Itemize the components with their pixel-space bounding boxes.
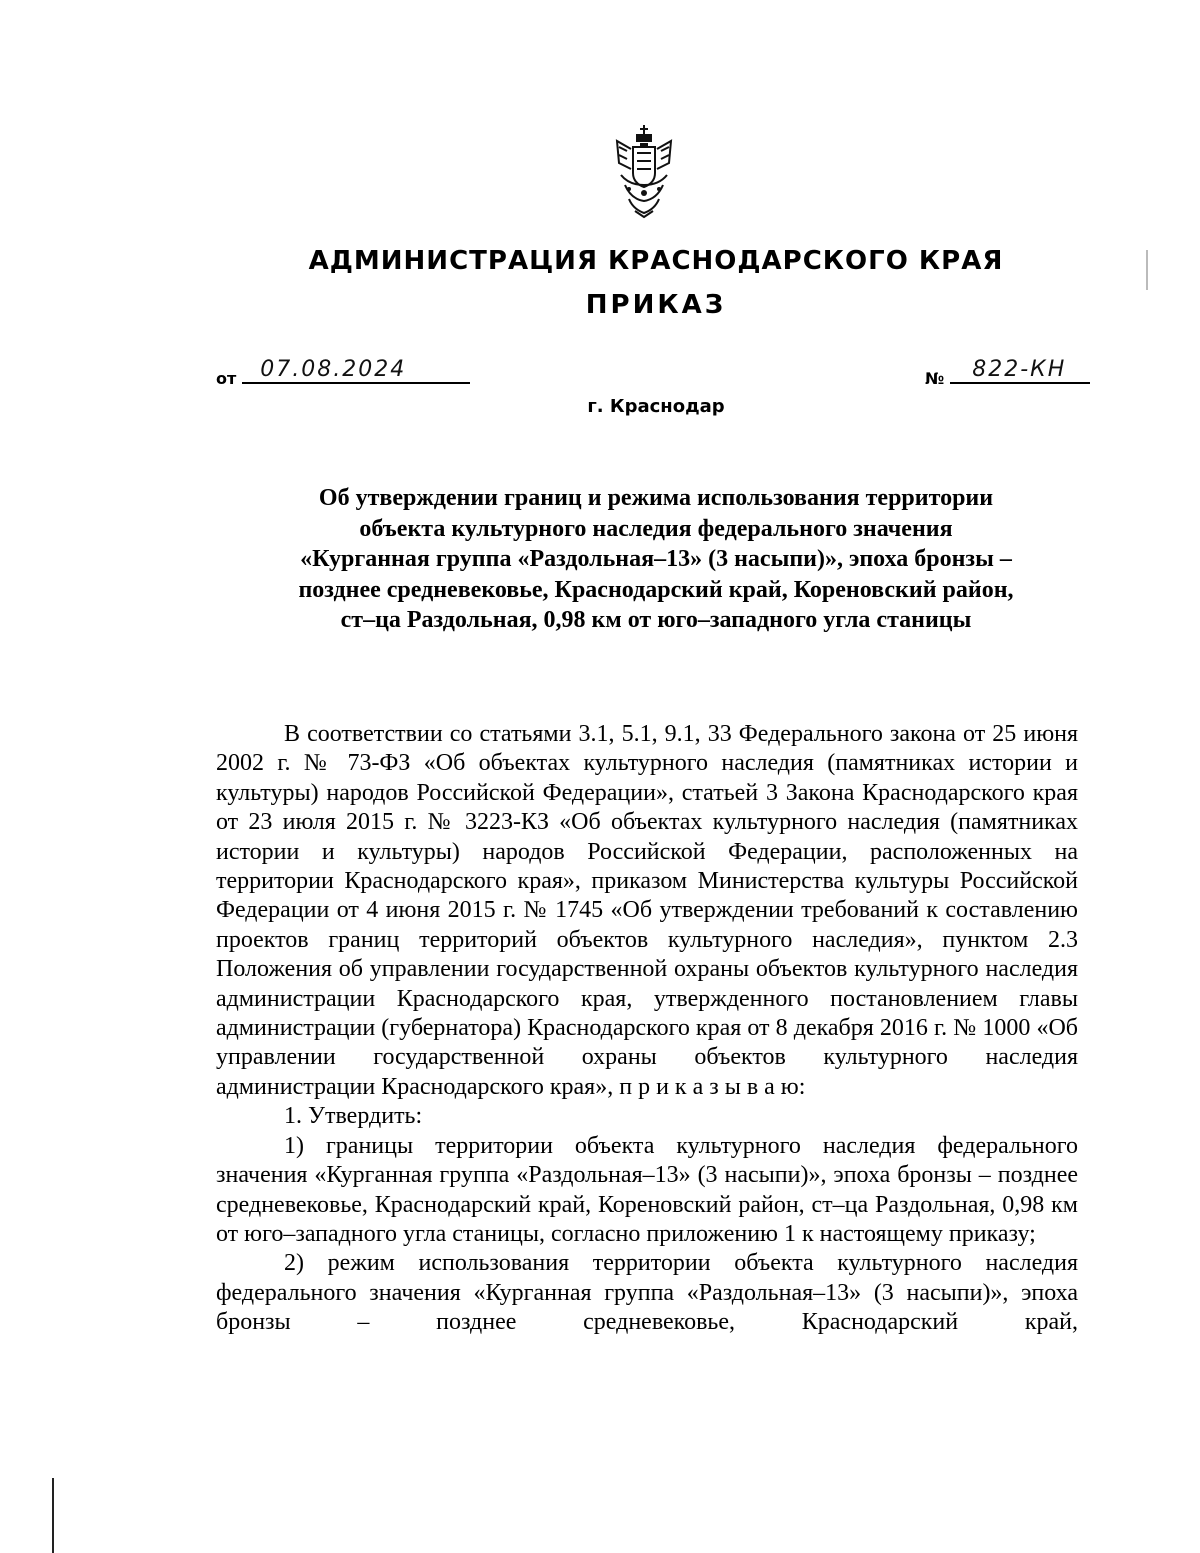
handwritten-number: 822-КН — [972, 357, 1067, 382]
coat-of-arms-icon — [607, 125, 681, 221]
agency-name: АДМИНИСТРАЦИЯ КРАСНОДАРСКОГО КРАЯ — [308, 246, 1004, 276]
city: г. Краснодар — [587, 396, 725, 417]
number-prefix: № — [925, 369, 945, 388]
title-line: Об утверждении границ и режима использования территории — [318, 485, 994, 511]
title-line: объекта культурного наследия федерального значения — [359, 515, 953, 542]
preamble-paragraph: В соответствии со статьями 3.1, 5.1, 9.1, 33 Федерального закона от 25 июня 2002 г. № 73-ФЗ «Об объектах культурного наследия (памятниках истории и культуры) народов Российской Федерации», статьей 3 Закона Краснодарского края от 23 июля 2015 г. № 3223-КЗ «Об объектах культурного наследия (памятниках истории и культуры) народов Российской Федерации, расположенных на территории Краснодарского края», приказом Министерства культуры Российской Федерации от 4 июня 2015 г. № 1745 «Об утверждении требований к составлению проектов границ территорий объектов культурного наследия», пунктом 2.3 Положения об управлении государственной охраны объектов культурного наследия администрации Краснодарского края, утвержденного постановлением главы администрации (губернатора) Краснодарского края от 8 декабря 2016 г. № 1000 «Об управлении государственной охраны объектов культурного наследия администрации Краснодарского края», п р и к а з ы в а ю: — [216, 721, 1078, 1100]
title-line: ст–ца Раздольная, 0,98 км от юго–западного угла станицы — [340, 607, 972, 633]
date-prefix: от — [216, 369, 237, 388]
item-1-2: 2) режим использования территории объекта культурного наследия федерального значения «Курганная группа «Раздольная–13» (3 насыпи)», эпоха бронзы – позднее средневековье, Краснодарский край, — [216, 1250, 1078, 1336]
title-line: «Курганная группа «Раздольная–13» (3 насыпи)», эпоха бронзы – — [300, 546, 1012, 572]
item-1: 1. Утвердить: — [284, 1103, 423, 1130]
document-title — [232, 483, 1080, 636]
item-1-1: 1) границы территории объекта культурного наследия федерального значения «Курганная группа «Раздольная–13» (3 насыпи)», эпоха бронзы – позднее средневековье, Краснодарский край, Кореновский район, ст–ца Раздольная, 0,98 км от юго–западного угла станицы, согласно приложению 1 к настоящему приказу; — [216, 1132, 1078, 1247]
scan-edge-line — [52, 1478, 54, 1553]
number-field — [925, 357, 1090, 388]
document-type: ПРИКАЗ — [585, 290, 727, 320]
document-body — [216, 720, 1078, 1338]
title-line: позднее средневековье, Краснодарский край, Кореновский район, — [298, 576, 1014, 603]
handwritten-date: 07.08.2024 — [260, 357, 407, 382]
date-field — [216, 357, 470, 388]
